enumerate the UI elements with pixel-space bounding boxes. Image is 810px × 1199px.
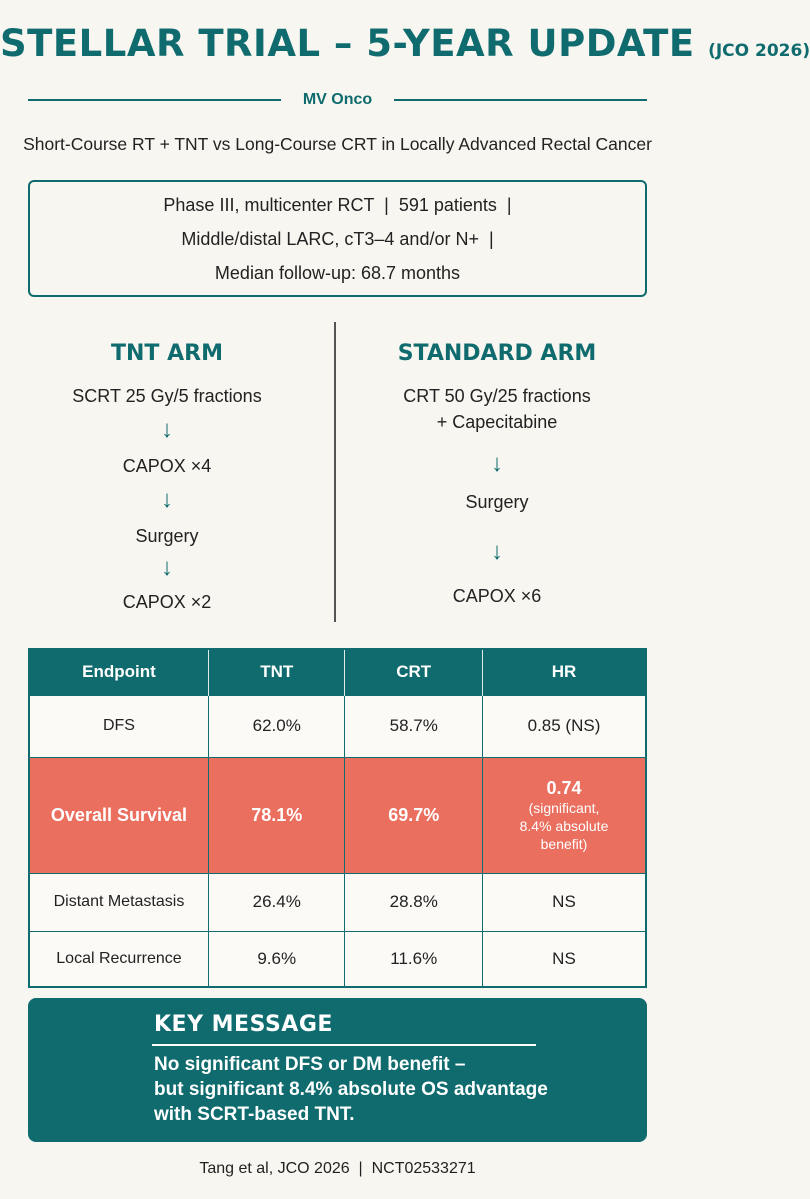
rule-right bbox=[394, 99, 647, 101]
tnt-step-capox2: CAPOX ×2 bbox=[122, 592, 212, 612]
hr-note-3: benefit) bbox=[540, 835, 588, 852]
down-arrow-icon: ↓ bbox=[491, 538, 503, 565]
table-row-highlighted bbox=[29, 757, 646, 873]
study-design-box bbox=[28, 180, 647, 297]
col-tnt: TNT bbox=[208, 649, 345, 695]
results-table bbox=[28, 648, 647, 988]
endpoint-cell: DFS bbox=[29, 695, 208, 757]
endpoint-cell: Distant Metastasis bbox=[29, 873, 208, 931]
table-row bbox=[29, 695, 646, 757]
key-message-underline bbox=[152, 1044, 536, 1046]
tnt-step-capox4: CAPOX ×4 bbox=[122, 456, 212, 476]
hr-value: 0.74 bbox=[546, 777, 582, 798]
tnt-cell: 78.1% bbox=[208, 757, 345, 873]
key-message-line-3: with SCRT-based TNT. bbox=[154, 1104, 355, 1125]
hr-note-2: 8.4% absolute bbox=[519, 817, 609, 834]
tnt-cell: 26.4% bbox=[208, 873, 345, 931]
endpoint-cell: Local Recurrence bbox=[29, 931, 208, 987]
crt-cell: 11.6% bbox=[345, 931, 483, 987]
design-line-2: Middle/distal LARC, cT3–4 and/or N+ | bbox=[181, 228, 494, 249]
std-step-crt: CRT 50 Gy/25 fractions bbox=[403, 386, 591, 406]
hr-note-1: (significant, bbox=[528, 799, 600, 816]
std-step-surgery: Surgery bbox=[465, 492, 529, 512]
key-message-text bbox=[154, 1052, 634, 1127]
design-line-3: Median follow-up: 68.7 months bbox=[214, 262, 461, 283]
key-message-line-1: No significant DFS or DM benefit – bbox=[154, 1054, 466, 1075]
arm-divider bbox=[334, 322, 336, 622]
std-step-capox6: CAPOX ×6 bbox=[452, 586, 542, 606]
tnt-step-scrt: SCRT 25 Gy/5 fractions bbox=[72, 386, 262, 406]
title-tag: (JCO 2026) bbox=[708, 41, 810, 61]
down-arrow-icon: ↓ bbox=[491, 450, 503, 477]
hr-cell: NS bbox=[482, 931, 646, 987]
down-arrow-icon: ↓ bbox=[161, 554, 173, 581]
title-main: STELLAR TRIAL – 5-YEAR UPDATE bbox=[0, 22, 695, 65]
key-message-line-2: but significant 8.4% absolute OS advantage bbox=[154, 1079, 548, 1100]
hr-cell bbox=[482, 757, 646, 873]
hr-cell: NS bbox=[482, 873, 646, 931]
std-step-capecitabine: + Capecitabine bbox=[436, 412, 558, 432]
crt-cell: 69.7% bbox=[345, 757, 483, 873]
brand-label: MV Onco bbox=[302, 91, 373, 108]
col-endpoint: Endpoint bbox=[29, 649, 208, 695]
col-hr: HR bbox=[482, 649, 646, 695]
brand-rule bbox=[28, 86, 647, 114]
tnt-arm bbox=[17, 325, 317, 625]
standard-arm-heading: STANDARD ARM bbox=[397, 341, 597, 366]
tnt-cell: 62.0% bbox=[208, 695, 345, 757]
tnt-cell: 9.6% bbox=[208, 931, 345, 987]
col-crt: CRT bbox=[345, 649, 483, 695]
key-message-box bbox=[28, 998, 647, 1142]
design-line-1: Phase III, multicenter RCT | 591 patients | bbox=[163, 194, 512, 215]
subtitle: Short-Course RT + TNT vs Long-Course CRT in Locally Advanced Rectal Cancer bbox=[23, 134, 652, 154]
page-title bbox=[0, 22, 810, 65]
key-message-title: KEY MESSAGE bbox=[154, 1012, 333, 1037]
crt-cell: 28.8% bbox=[345, 873, 483, 931]
table-header-row bbox=[29, 649, 646, 695]
tnt-step-surgery: Surgery bbox=[135, 526, 199, 546]
down-arrow-icon: ↓ bbox=[161, 486, 173, 513]
endpoint-cell: Overall Survival bbox=[29, 757, 208, 873]
standard-arm bbox=[347, 325, 647, 625]
down-arrow-icon: ↓ bbox=[161, 416, 173, 443]
table-row bbox=[29, 873, 646, 931]
tnt-arm-heading: TNT ARM bbox=[111, 341, 223, 366]
rule-left bbox=[28, 99, 281, 101]
table-row bbox=[29, 931, 646, 987]
crt-cell: 58.7% bbox=[345, 695, 483, 757]
hr-cell: 0.85 (NS) bbox=[482, 695, 646, 757]
citation-footer: Tang et al, JCO 2026 | NCT02533271 bbox=[199, 1160, 476, 1177]
